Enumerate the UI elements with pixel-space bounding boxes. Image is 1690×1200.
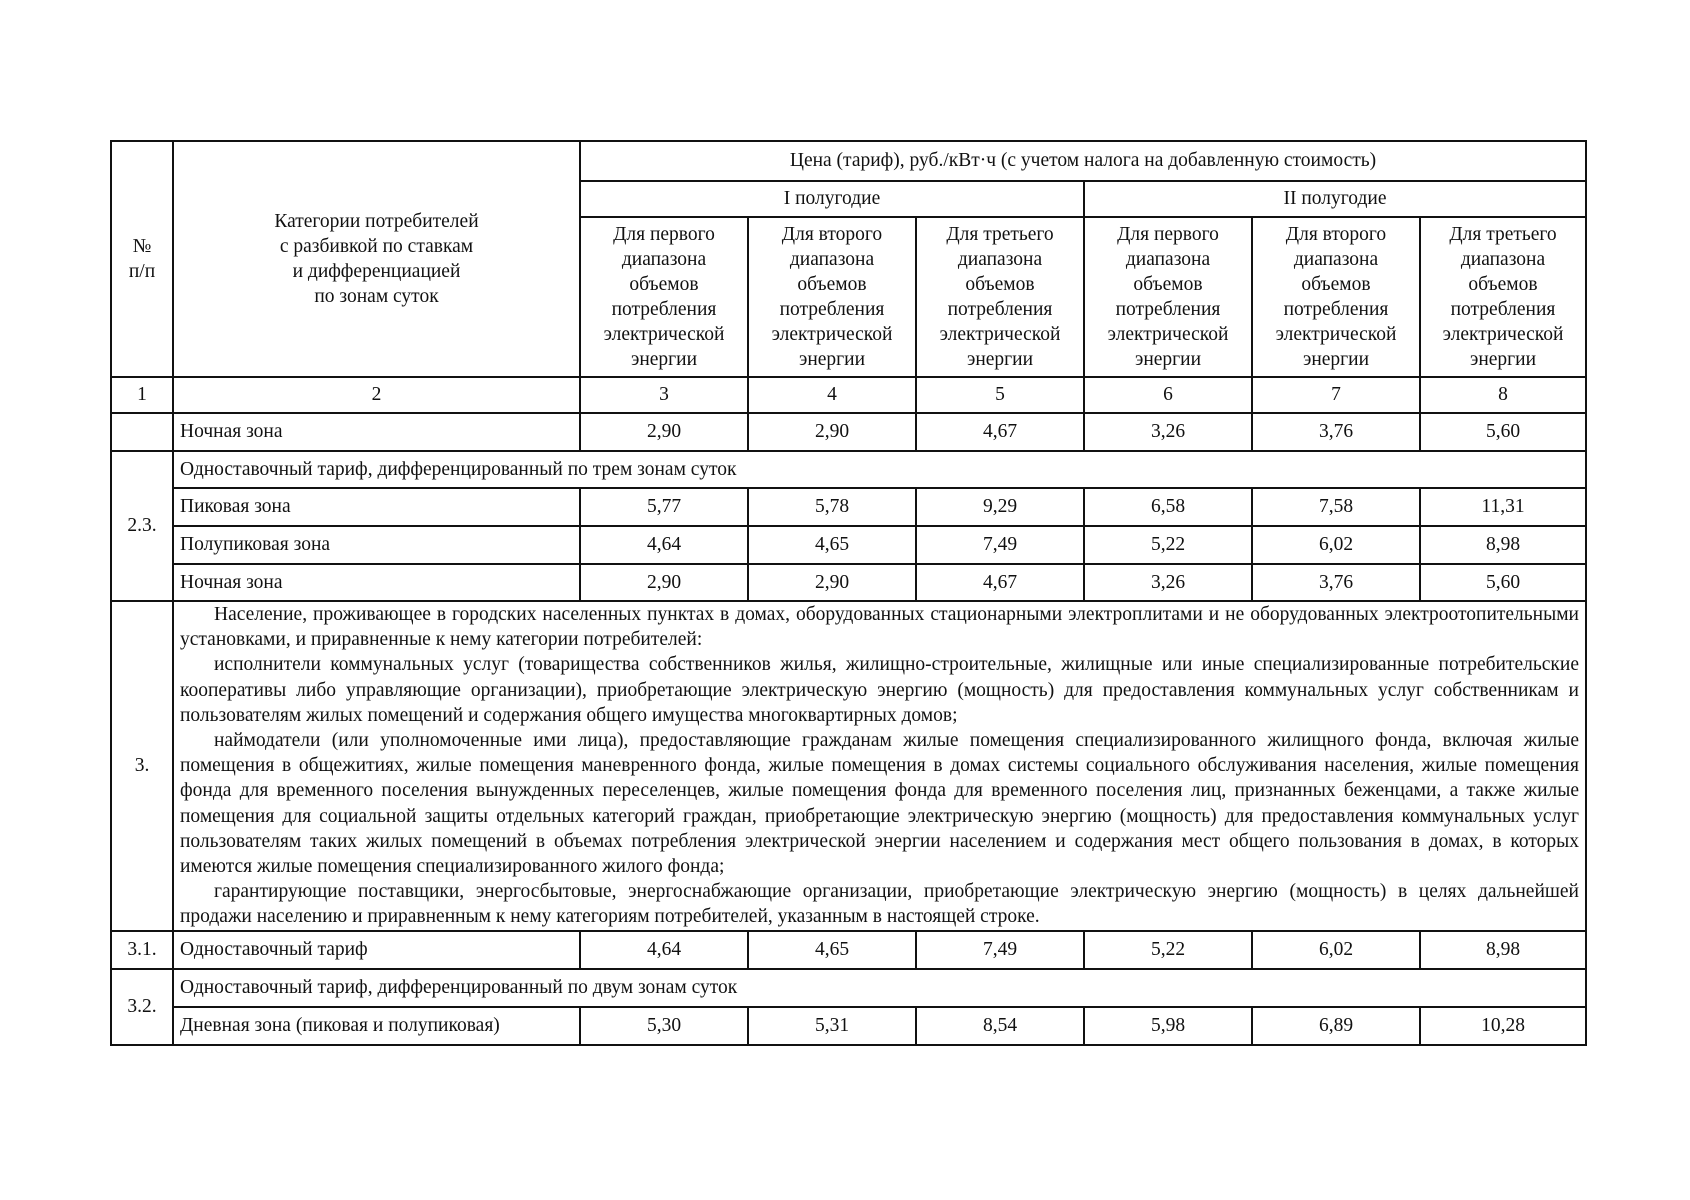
header-price: Цена (тариф), руб./кВт·ч (с учетом налога на добавленную стоимость) (580, 141, 1586, 181)
value-cell: 3,76 (1252, 413, 1420, 451)
section-title: Одноставочный тариф, дифференцированный по трем зонам суток (173, 451, 1586, 488)
row-label: Ночная зона (173, 564, 580, 601)
value-cell: 4,67 (916, 413, 1084, 451)
tariff-table (110, 140, 1587, 1046)
header-half2: II полугодие (1084, 181, 1586, 217)
table-row (111, 526, 1586, 564)
row-num: 3. (111, 601, 173, 931)
value-cell: 6,89 (1252, 1007, 1420, 1045)
value-cell: 2,90 (748, 413, 916, 451)
value-cell: 7,49 (916, 526, 1084, 564)
section-row (111, 451, 1586, 488)
value-cell: 6,02 (1252, 931, 1420, 969)
value-cell: 11,31 (1420, 488, 1586, 526)
value-cell: 7,58 (1252, 488, 1420, 526)
value-cell: 3,76 (1252, 564, 1420, 601)
value-cell: 5,30 (580, 1007, 748, 1045)
row-label: Одноставочный тариф (173, 931, 580, 969)
header-half1: I полугодие (580, 181, 1084, 217)
value-cell: 5,60 (1420, 564, 1586, 601)
row-num: 3.1. (111, 931, 173, 969)
value-cell: 8,98 (1420, 931, 1586, 969)
value-cell: 5,98 (1084, 1007, 1252, 1045)
col-number-2: 2 (173, 377, 580, 413)
header-row-price (111, 141, 1586, 181)
value-cell: 6,58 (1084, 488, 1252, 526)
value-cell: 3,26 (1084, 413, 1252, 451)
section-row (111, 969, 1586, 1007)
header-range-1: Для первого диапазона объемов потребления электрической энергии (580, 217, 748, 377)
section-row (111, 601, 1586, 931)
value-cell: 9,29 (916, 488, 1084, 526)
column-number-row (111, 377, 1586, 413)
value-cell: 5,31 (748, 1007, 916, 1045)
table-row (111, 488, 1586, 526)
col-number-3: 3 (580, 377, 748, 413)
col-number-6: 6 (1084, 377, 1252, 413)
row-num-empty (111, 413, 173, 451)
value-cell: 2,90 (580, 564, 748, 601)
header-range-6: Для третьего диапазона объемов потребления электрической энергии (1420, 217, 1586, 377)
value-cell: 5,78 (748, 488, 916, 526)
value-cell: 5,60 (1420, 413, 1586, 451)
row-num: 2.3. (111, 451, 173, 601)
paragraph: наймодатели (или уполномоченные ими лица), предоставляющие гражданам жилые помещения специализированного жилищного фонда, включая жилые помещения в общежитиях, жилые помещения маневренного фонда, жилые помещения в домах системы социального обслуживания населения, жилые помещения фонда для временного поселения вынужденных переселенцев, жилые помещения фонда для временного поселения лиц, признанных беженцами, а также жилые помещения для социальной защиты отдельных категорий граждан, приобретающие электрическую энергию (мощность) для предоставления коммунальных услуг пользователям таких жилых помещений в объемах потребления электрической энергии населением и содержания мест общего пользования в домах, в которых имеются жилые помещения специализированного жилого фонда; (180, 730, 1579, 878)
value-cell: 8,54 (916, 1007, 1084, 1045)
col-number-8: 8 (1420, 377, 1586, 413)
header-category: Категории потребителей с разбивкой по ставкам и дифференциацией по зонам суток (173, 141, 580, 377)
value-cell: 4,64 (580, 526, 748, 564)
row-label: Полупиковая зона (173, 526, 580, 564)
table-row (111, 413, 1586, 451)
value-cell: 5,77 (580, 488, 748, 526)
table-row (111, 564, 1586, 601)
value-cell: 4,65 (748, 931, 916, 969)
value-cell: 4,65 (748, 526, 916, 564)
value-cell: 2,90 (580, 413, 748, 451)
section-description (173, 601, 1586, 931)
value-cell: 5,22 (1084, 931, 1252, 969)
row-num: 3.2. (111, 969, 173, 1045)
value-cell: 8,98 (1420, 526, 1586, 564)
value-cell: 6,02 (1252, 526, 1420, 564)
col-number-1: 1 (111, 377, 173, 413)
header-range-5: Для второго диапазона объемов потребления электрической энергии (1252, 217, 1420, 377)
value-cell: 2,90 (748, 564, 916, 601)
row-label: Пиковая зона (173, 488, 580, 526)
col-number-7: 7 (1252, 377, 1420, 413)
table-row (111, 931, 1586, 969)
header-range-4: Для первого диапазона объемов потребления электрической энергии (1084, 217, 1252, 377)
row-label: Ночная зона (173, 413, 580, 451)
table-row (111, 1007, 1586, 1045)
paragraph: исполнители коммунальных услуг (товарищества собственников жилья, жилищно-строительные, жилищные или иные специализированные потребительские кооперативы либо управляющие организации), приобретающие электрическую энергию (мощность) для предоставления коммунальных услуг собственникам и пользователям жилых помещений и содержания общего имущества многоквартирных домов; (180, 654, 1579, 726)
value-cell: 10,28 (1420, 1007, 1586, 1045)
value-cell: 4,67 (916, 564, 1084, 601)
row-label: Дневная зона (пиковая и полупиковая) (173, 1007, 580, 1045)
col-number-5: 5 (916, 377, 1084, 413)
header-range-3: Для третьего диапазона объемов потребления электрической энергии (916, 217, 1084, 377)
header-range-2: Для второго диапазона объемов потребления электрической энергии (748, 217, 916, 377)
value-cell: 5,22 (1084, 526, 1252, 564)
value-cell: 4,64 (580, 931, 748, 969)
value-cell: 7,49 (916, 931, 1084, 969)
header-num: № п/п (111, 141, 173, 377)
paragraph: Население, проживающее в городских населенных пунктах в домах, оборудованных стационарными электроплитами и не оборудованных электроотопительными установками, и приравненные к нему категории потребителей: (180, 604, 1579, 651)
value-cell: 3,26 (1084, 564, 1252, 601)
col-number-4: 4 (748, 377, 916, 413)
section-title: Одноставочный тариф, дифференцированный по двум зонам суток (173, 969, 1586, 1007)
paragraph: гарантирующие поставщики, энергосбытовые, энергоснабжающие организации, приобретающие электрическую энергию (мощность) в целях дальнейшей продажи населению и приравненным к нему категориям потребителей, указанным в настоящей строке. (180, 881, 1579, 928)
